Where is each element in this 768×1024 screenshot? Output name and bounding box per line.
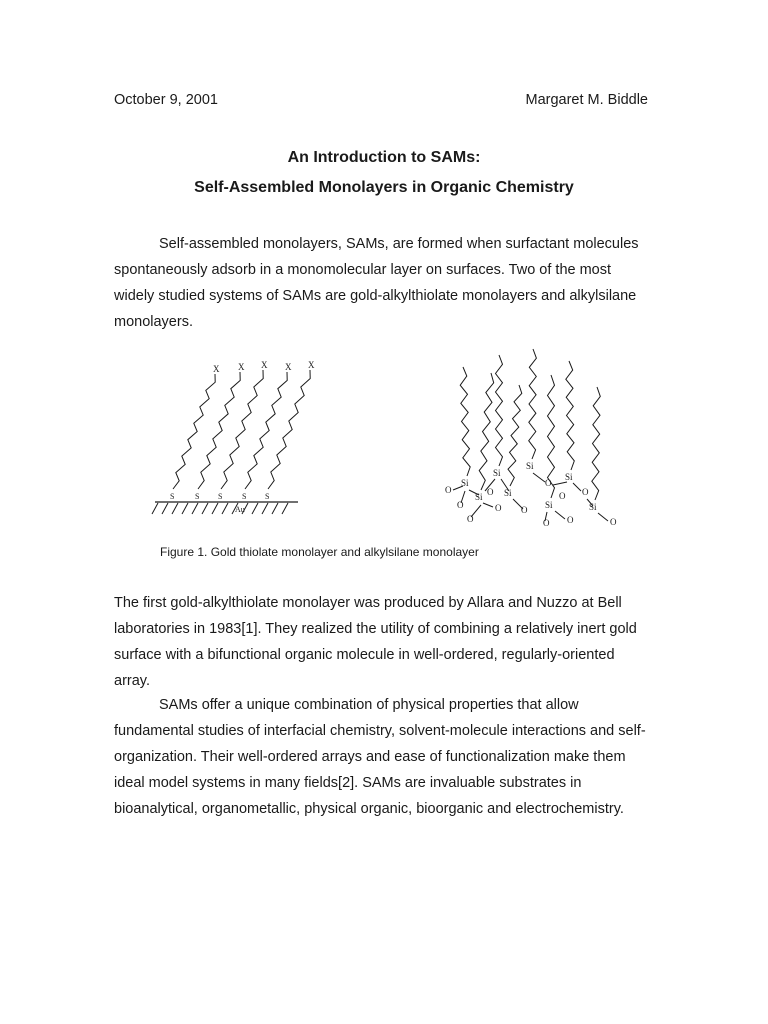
au-label: Au xyxy=(235,505,245,514)
alkyl-chain xyxy=(221,370,263,489)
history-paragraph: The first gold-alkylthiolate monolayer was produced by Allara and Nuzzo at Bell laboratories in 1983[1]. They realized the utility of combining a relatively inert gold surface with a bifunctional organic molecule in well-ordered, regularly-oriented array. xyxy=(114,595,637,689)
silicon-label: Si xyxy=(589,502,597,512)
figure-caption: Figure 1. Gold thiolate monolayer and alkylsilane monolayer xyxy=(160,545,479,559)
surface-hatch xyxy=(222,503,228,514)
properties-paragraph: SAMs offer a unique combination of physical properties that allow fundamental studies of interfacial chemistry, solvent-molecule interactions and self-organization. Their well-ordered arrays and ease of functionalization make them ideal model systems in many fields[2]. SAMs are invaluable substrates in bioanalytical, organometallic, physical organic, bioorganic and electrochemistry. xyxy=(114,697,646,817)
intro-paragraph: Self-assembled monolayers, SAMs, are formed when surfactant molecules spontaneously adsorb in a monomolecular layer on surfaces. Two of the most widely studied systems of SAMs are gold-alkylthiolate monolayers and alkylsilane monolayers. xyxy=(114,236,639,330)
silane-alkyl-chain xyxy=(496,355,503,466)
surface-hatch xyxy=(152,503,158,514)
silicon-label: Si xyxy=(526,461,534,471)
end-group-label: X xyxy=(308,360,315,370)
surface-hatch xyxy=(202,503,208,514)
oxygen-label: O xyxy=(445,485,452,495)
oxygen-label: O xyxy=(543,518,550,528)
oxygen-label: O xyxy=(521,505,528,515)
silicon-label: Si xyxy=(545,500,553,510)
surface-hatch xyxy=(212,503,218,514)
silicon-label: Si xyxy=(504,488,512,498)
silicon-label: Si xyxy=(461,478,469,488)
oxygen-label: O xyxy=(545,478,552,488)
silicon-label: Si xyxy=(475,492,483,502)
silane-alkyl-chain xyxy=(592,387,601,500)
siloxane-bond xyxy=(553,482,567,485)
surface-hatch xyxy=(282,503,288,514)
oxygen-label: O xyxy=(487,487,494,497)
sulfur-label: S xyxy=(242,492,247,501)
alkylsilane-monolayer-diagram xyxy=(435,345,635,540)
surface-hatch xyxy=(192,503,198,514)
surface-hatch xyxy=(162,503,168,514)
sulfur-label: S xyxy=(170,492,175,501)
end-group-label: X xyxy=(261,360,268,370)
silane-alkyl-chain xyxy=(566,361,575,470)
oxygen-label: O xyxy=(495,503,502,513)
document-date: October 9, 2001 xyxy=(114,92,218,108)
surface-hatch xyxy=(252,503,258,514)
end-group-label: X xyxy=(213,364,220,374)
surface-hatch xyxy=(272,503,278,514)
siloxane-bond xyxy=(483,503,493,507)
silane-alkyl-chain xyxy=(508,385,522,486)
end-group-label: X xyxy=(238,362,245,372)
silicon-label: Si xyxy=(493,468,501,478)
silicon-label: Si xyxy=(565,472,573,482)
silane-alkyl-chain xyxy=(460,367,470,476)
oxygen-label: O xyxy=(582,487,589,497)
oxygen-label: O xyxy=(610,517,617,527)
sulfur-label: S xyxy=(265,492,270,501)
document-title: An Introduction to SAMs: xyxy=(287,149,481,166)
oxygen-label: O xyxy=(567,515,574,525)
alkyl-chain xyxy=(245,372,287,489)
siloxane-bond xyxy=(533,473,545,482)
sulfur-label: S xyxy=(218,492,223,501)
end-group-label: X xyxy=(285,362,292,372)
siloxane-bond xyxy=(598,513,608,521)
alkyl-chain xyxy=(268,370,310,489)
surface-hatch xyxy=(262,503,268,514)
oxygen-label: O xyxy=(457,500,464,510)
surface-hatch xyxy=(172,503,178,514)
silane-alkyl-chain xyxy=(479,373,494,490)
document-subtitle: Self-Assembled Monolayers in Organic Chemistry xyxy=(194,179,574,196)
siloxane-bond xyxy=(573,483,581,491)
sulfur-label: S xyxy=(195,492,200,501)
alkyl-chain xyxy=(173,374,215,489)
alkyl-chain xyxy=(198,372,240,489)
gold-thiolate-monolayer-diagram xyxy=(150,352,315,527)
oxygen-label: O xyxy=(559,491,566,501)
surface-hatch xyxy=(182,503,188,514)
document-author: Margaret M. Biddle xyxy=(525,92,648,108)
silane-alkyl-chain xyxy=(529,349,537,459)
oxygen-label: O xyxy=(467,514,474,524)
siloxane-bond xyxy=(555,511,565,519)
